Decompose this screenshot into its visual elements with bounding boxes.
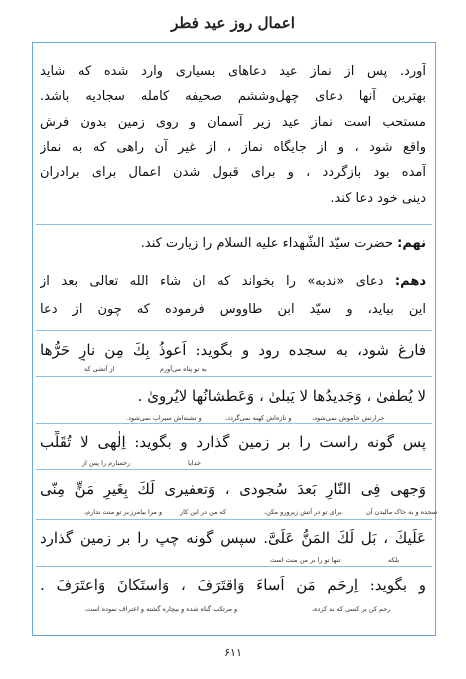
- ninth-item: [40, 234, 426, 254]
- arabic-line-2: لا يُطفیٰ ، وَجَديدُها لا يَبلیٰ ، وَعَطشانُها لايُرویٰ .: [137, 387, 426, 405]
- translation-1a: از آتشی که: [84, 365, 115, 373]
- ninth-label: نهم:: [397, 236, 426, 251]
- paragraph-line-1: آورد. پس از نماز عید دعاهای بسیاری وارد شده که شاید: [40, 64, 426, 79]
- translation-4a: سجده و به خاک مالیدن آن: [366, 508, 438, 516]
- translation-5b: تنها تو را بر من منت است: [270, 556, 341, 564]
- translation-6b: و مرتکب گناه شده و بیچاره گشته و اعتراف نموده است.: [84, 605, 238, 613]
- paragraph-line-5: آمده بود بازگردد ، و برای قبول شدن اعمال برای برادران: [40, 165, 426, 180]
- translation-6a: رحم کن بر کسی که بد کرده،: [312, 605, 391, 613]
- tenth-item-line-1: [40, 272, 426, 292]
- divider-rule: [36, 469, 432, 470]
- translation-2b: و تازه‌اش کهنه نمی‌گردد،: [225, 414, 292, 422]
- translation-4b: برای تو در آتش زیرورو مکن،: [264, 508, 342, 516]
- tenth-label: دهم:: [394, 274, 426, 289]
- translation-3b: رخسارم را پس از: [82, 459, 131, 467]
- translation-5a: بلکه: [388, 556, 400, 564]
- divider-rule: [36, 330, 432, 331]
- tenth-item-line-2: این بیاید، و سیّد ابن طاووس فرموده که چون از دعا: [40, 302, 426, 317]
- translation-4e: بر تو منت ندارم،: [84, 508, 129, 516]
- paragraph-line-4: واقع شود ، و از جایگاه نماز ، از غیر آن راهی که به نماز: [40, 140, 426, 155]
- divider-rule: [36, 566, 432, 567]
- arabic-line-6: و بگوید: اِرحَم مَن اَساءَ وَاقتَرَفَ ، وَاستَکانَ وَاعتَرَفَ .: [40, 576, 426, 594]
- page-number: ۶۱۱: [224, 646, 242, 659]
- divider-rule: [36, 519, 432, 520]
- divider-rule: [36, 224, 432, 225]
- arabic-line-3: پس گونه راست را بر زمین گذارد و بگوید: اِلٰهی لا تُقَلِّب: [40, 433, 426, 451]
- ninth-text: حضرت سیّد الشّهداء علیه السلام را زیارت کند.: [140, 236, 393, 251]
- paragraph-line-6: دینی خود دعا کند.: [330, 191, 426, 206]
- translation-3a: خدایا: [188, 459, 202, 467]
- translation-1b: به تو پناه می‌آورم: [160, 365, 207, 373]
- translation-4c: که من در این کار: [180, 508, 227, 516]
- arabic-line-5: عَلَیكَ ، بَل لَكَ المَنُّ عَلَیَّ. سپس گونه چپ را بر زمین گذارد: [40, 529, 426, 547]
- arabic-line-4: وَجهی فِی النّارِ بَعدَ سُجودی ، وَتعفیری لَكَ بِغَیرِ مَنٍّ مِنّی: [40, 480, 426, 498]
- tenth-text-1: دعای «ندبه» را بخواند که ان شاء الله تعالی بعد از: [40, 274, 384, 289]
- page-header-title: اعمال روز عید فطر: [171, 14, 295, 32]
- translation-4d: و مرا بیامرز: [130, 508, 163, 516]
- paragraph-line-3: مستحب است نماز عید زیر آسمان و روی زمین بدون فرش: [40, 115, 426, 130]
- paragraph-line-2: بهترین آنها دعای چهل‌وششم صحیفه کامله سجادیه باشد.: [40, 89, 426, 104]
- translation-2a: حرارتش خاموش نمی‌شود،: [312, 414, 385, 422]
- divider-rule: [36, 376, 432, 377]
- translation-2c: و تشنه‌اش سیراب نمی‌شود.: [126, 414, 202, 422]
- divider-rule: [36, 423, 432, 424]
- arabic-line-1: فارغ شود، به سجده رود و بگوید: اَعوذُ بِكَ مِن نارٍ حَرُّها: [40, 341, 426, 359]
